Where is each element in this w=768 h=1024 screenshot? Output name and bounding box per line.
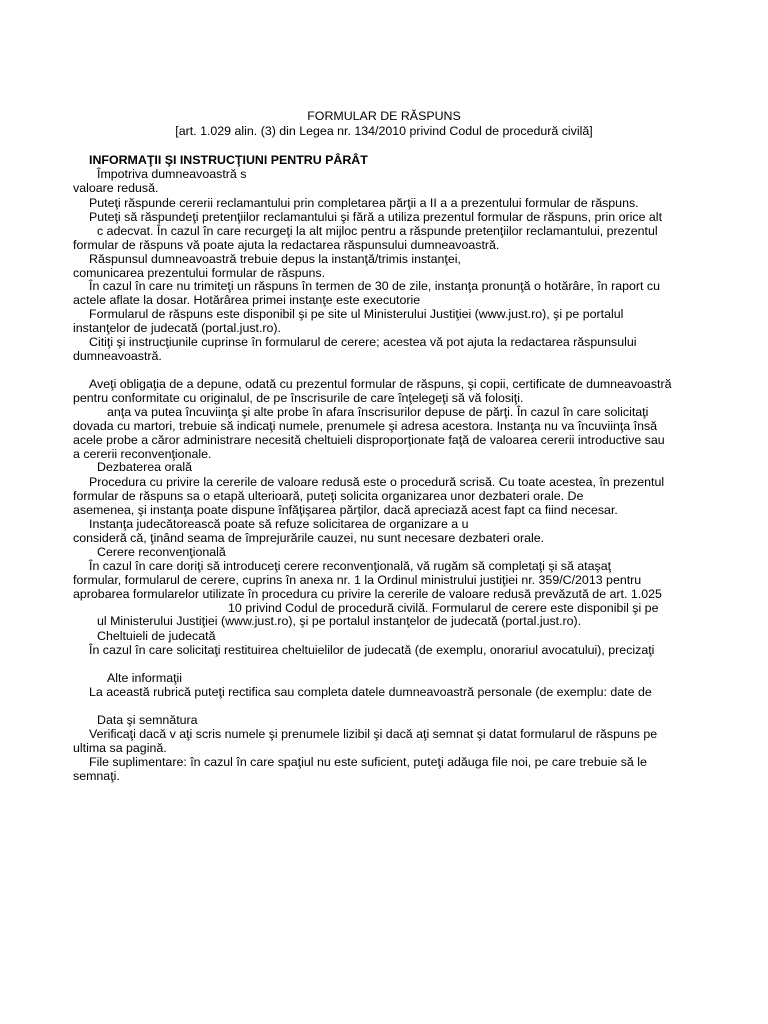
section-heading-other-info: Alte informaţii: [107, 671, 183, 685]
text-line: consideră că, ţinând seama de împrejurările cauzei, nu sunt necesare dezbateri orale.: [73, 531, 545, 545]
text-line: dovada cu martori, trebuie să indicaţi numele, prenumele şi adresa acestora. Instanţa nu va încuviinţa însă: [73, 419, 658, 433]
text-line: asemenea, şi instanţa poate dispune înfăţişarea părţilor, dacă apreciază acest fapt ca fiind necesar.: [73, 503, 618, 517]
text-line: formular de răspuns sa o etapă ulterioară, puteţi solicita organizarea unor dezbateri orale. De: [73, 489, 584, 503]
text-line: File suplimentare: în cazul în care spaţiul nu este suficient, puteţi adăuga file noi, pe care trebuie să le: [89, 755, 647, 769]
text-line: Împotriva dumneavoastră s: [97, 167, 247, 181]
text-line: instanţelor de judecată (portal.just.ro).: [73, 321, 281, 335]
text-line: În cazul în care solicitaţi restituirea cheltuielilor de judecată (de exemplu, onorariul avocatului), precizaţi: [89, 643, 655, 657]
text-line: Instanţa judecătorească poate să refuze solicitarea de organizare a u: [89, 517, 469, 531]
text-line: ul Ministerului Justiţiei (www.just.ro), şi pe portalul instanţelor de judecată (portal.just.ro).: [97, 614, 582, 628]
text-line: Puteţi răspunde cererii reclamantului prin completarea părţii a II a a prezentului formular de răspuns.: [89, 196, 639, 210]
text-line: Răspunsul dumneavoastră trebuie depus la instanţă/trimis instanţei,: [89, 252, 461, 266]
text-line: Aveţi obligaţia de a depune, odată cu prezentul formular de răspuns, şi copii, certificate de dumneavoastră: [89, 377, 672, 391]
text-line: dumneavoastră.: [73, 349, 162, 363]
form-title: FORMULAR DE RĂSPUNS: [307, 109, 461, 123]
section-heading-counterclaim: Cerere reconvenţională: [97, 545, 226, 559]
text-line: Formularul de răspuns este disponibil şi pe site ul Ministerului Justiţiei (www.just.ro), şi pe portalul: [89, 307, 624, 321]
text-line: Puteţi să răspundeţi pretenţiilor reclamantului şi fără a utiliza prezentul formular de răspuns, prin orice alt: [89, 210, 663, 224]
text-line: anţa va putea încuviinţa şi alte probe în afara înscrisurilor depuse de părţi. În cazul în care solicitaţi: [107, 405, 649, 419]
text-line: pentru conformitate cu originalul, de pe înscrisurile de care înţelegeţi să vă folosiţi.: [73, 391, 524, 405]
text-line: Verificaţi dacă v aţi scris numele şi prenumele lizibil şi dacă aţi semnat şi datat formularul de răspuns pe: [89, 727, 658, 741]
text-line: ultima sa pagină.: [73, 741, 167, 755]
section-heading-date-signature: Data şi semnătura: [97, 713, 198, 727]
text-line: aprobarea formularelor utilizate în procedura cu privire la cererile de valoare redusă prevăzută de art. 1.025: [73, 587, 662, 601]
text-line: a cererii reconvenţionale.: [73, 447, 212, 461]
section-heading-oral-debate: Dezbaterea orală: [97, 460, 193, 474]
instructions-heading: INFORMAŢII ŞI INSTRUCŢIUNI PENTRU PÂRÂT: [89, 153, 368, 167]
text-line: actele aflate la dosar. Hotărârea primei instanţe este executorie: [73, 293, 421, 307]
text-line: comunicarea prezentului formular de răspuns.: [73, 266, 326, 280]
text-line: acele probe a căror administrare necesită cheltuieli disproporţionate faţă de valoarea cererii introductive sau: [73, 433, 665, 447]
text-line: formular, formularul de cerere, cuprins în anexa nr. 1 la Ordinul ministrului justiţiei nr. 359/C/2013 pentru: [73, 573, 642, 587]
form-legal-reference: [art. 1.029 alin. (3) din Legea nr. 134/2010 privind Codul de procedură civilă]: [175, 124, 593, 138]
text-line: În cazul în care nu trimiteţi un răspuns în termen de 30 de zile, instanţa pronunţă o hotărâre, în raport cu: [89, 279, 660, 293]
section-heading-court-costs: Cheltuieli de judecată: [97, 629, 216, 643]
text-line: Procedura cu privire la cererile de valoare redusă este o procedură scrisă. Cu toate acestea, în prezentul: [89, 475, 665, 489]
text-line: semnaţi.: [73, 769, 120, 783]
text-line: formular de răspuns vă poate ajuta la redactarea răspunsului dumneavoastră.: [73, 238, 500, 252]
text-line: La această rubrică puteţi rectifica sau completa datele dumneavoastră personale (de exemplu: date de: [89, 685, 652, 699]
text-line: c adecvat. În cazul în care recurgeţi la alt mijloc pentru a răspunde pretenţiilor reclamantului, prezentul: [97, 224, 658, 238]
text-line: valoare redusă.: [73, 181, 159, 195]
text-line: 10 privind Codul de procedură civilă. Formularul de cerere este disponibil şi pe: [228, 601, 659, 615]
text-line: Citiţi şi instrucţiunile cuprinse în formularul de cerere; acestea vă pot ajuta la redactarea răspunsului: [89, 335, 637, 349]
text-line: În cazul în care doriţi să introduceţi cerere reconvenţională, vă rugăm să completaţi şi să ataşaţ: [89, 559, 612, 573]
